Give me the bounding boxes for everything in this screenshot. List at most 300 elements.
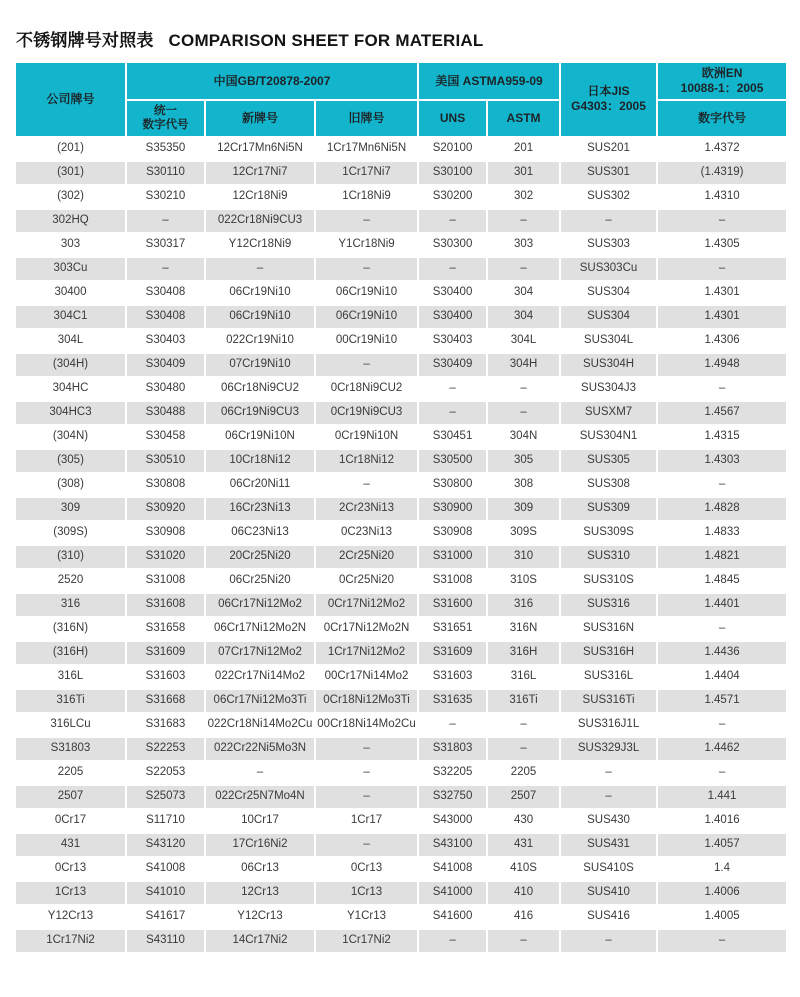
table-cell: SUS416 xyxy=(560,905,657,929)
table-cell: 2205 xyxy=(15,761,126,785)
table-cell: 1.4301 xyxy=(657,281,787,305)
table-cell: SUS304J3 xyxy=(560,377,657,401)
table-cell: Y12Cr13 xyxy=(205,905,315,929)
table-cell: 06Cr19Ni10 xyxy=(205,305,315,329)
table-row xyxy=(15,257,787,281)
table-cell: S30100 xyxy=(418,161,487,185)
table-cell: 308 xyxy=(487,473,560,497)
table-cell: 304N xyxy=(487,425,560,449)
table-row xyxy=(15,281,787,305)
table-cell: 1.4006 xyxy=(657,881,787,905)
table-cell: 302 xyxy=(487,185,560,209)
table-cell: S31608 xyxy=(126,593,205,617)
table-cell: SUS316N xyxy=(560,617,657,641)
table-cell: – xyxy=(657,209,787,233)
table-row xyxy=(15,521,787,545)
table-cell: S43120 xyxy=(126,833,205,857)
table-cell: – xyxy=(315,257,418,281)
table-cell: – xyxy=(487,257,560,281)
table-row xyxy=(15,833,787,857)
table-cell: 1.441 xyxy=(657,785,787,809)
table-cell: 022Cr17Ni14Mo2 xyxy=(205,665,315,689)
table-cell: 304HC xyxy=(15,377,126,401)
table-cell: 1.4436 xyxy=(657,641,787,665)
table-cell: – xyxy=(657,377,787,401)
table-cell: SUS316L xyxy=(560,665,657,689)
table-cell: S31668 xyxy=(126,689,205,713)
table-cell: 304 xyxy=(487,305,560,329)
table-cell: S32205 xyxy=(418,761,487,785)
table-cell: SUS303 xyxy=(560,233,657,257)
table-cell: SUSXM7 xyxy=(560,401,657,425)
table-cell: 1.4310 xyxy=(657,185,787,209)
table-cell: (308) xyxy=(15,473,126,497)
table-cell: S30200 xyxy=(418,185,487,209)
table-cell: – xyxy=(418,929,487,953)
table-cell: 304L xyxy=(487,329,560,353)
table-row xyxy=(15,713,787,737)
table-row xyxy=(15,497,787,521)
header-uns: UNS xyxy=(418,100,487,137)
table-cell: 1.4845 xyxy=(657,569,787,593)
table-cell: 304H xyxy=(487,353,560,377)
table-cell: 06Cr19Ni10 xyxy=(315,281,418,305)
table-cell: 431 xyxy=(487,833,560,857)
table-cell: 06Cr19Ni9CU3 xyxy=(205,401,315,425)
table-cell: S11710 xyxy=(126,809,205,833)
header-china-gb-group: 中国GB/T20878-2007 xyxy=(126,62,418,100)
table-cell: 1.4404 xyxy=(657,665,787,689)
table-cell: 1Cr17Mn6Ni5N xyxy=(315,137,418,161)
table-cell: SUS316 xyxy=(560,593,657,617)
table-cell: 12Cr17Ni7 xyxy=(205,161,315,185)
table-cell: 316 xyxy=(487,593,560,617)
table-cell: S43100 xyxy=(418,833,487,857)
table-cell: – xyxy=(315,209,418,233)
header-japan-jis-line1: 日本JIS xyxy=(587,84,630,99)
table-cell: – xyxy=(487,713,560,737)
table-cell: S30451 xyxy=(418,425,487,449)
table-row xyxy=(15,617,787,641)
table-cell: 17Cr16Ni2 xyxy=(205,833,315,857)
table-cell: 1Cr17Ni7 xyxy=(315,161,418,185)
table-cell: – xyxy=(126,209,205,233)
table-cell: 00Cr18Ni14Mo2Cu xyxy=(315,713,418,737)
table-cell: S35350 xyxy=(126,137,205,161)
table-cell: SUS309S xyxy=(560,521,657,545)
table-cell: SUS305 xyxy=(560,449,657,473)
table-cell: 10Cr18Ni12 xyxy=(205,449,315,473)
header-unified-digit-code-line2: 数字代号 xyxy=(142,119,189,132)
table-cell: S30500 xyxy=(418,449,487,473)
table-cell: 1Cr17Ni12Mo2 xyxy=(315,641,418,665)
table-cell: 022Cr19Ni10 xyxy=(205,329,315,353)
table-row xyxy=(15,545,787,569)
table-cell: S31609 xyxy=(126,641,205,665)
table-row xyxy=(15,449,787,473)
table-cell: (201) xyxy=(15,137,126,161)
table-cell: 316L xyxy=(487,665,560,689)
table-cell: – xyxy=(487,377,560,401)
table-cell: (316H) xyxy=(15,641,126,665)
table-cell: S31683 xyxy=(126,713,205,737)
table-cell: S31635 xyxy=(418,689,487,713)
table-cell: 303 xyxy=(15,233,126,257)
header-astm: ASTM xyxy=(487,100,560,137)
table-cell: S30900 xyxy=(418,497,487,521)
table-row xyxy=(15,881,787,905)
table-cell: 0Cr19Ni9CU3 xyxy=(315,401,418,425)
table-cell: – xyxy=(657,761,787,785)
table-cell: S30458 xyxy=(126,425,205,449)
table-cell: SUS410S xyxy=(560,857,657,881)
table-row xyxy=(15,329,787,353)
table-cell: – xyxy=(487,401,560,425)
table-cell: S30317 xyxy=(126,233,205,257)
table-cell: S30920 xyxy=(126,497,205,521)
table-cell: S30480 xyxy=(126,377,205,401)
table-cell: 1.4306 xyxy=(657,329,787,353)
table-cell: 022Cr18Ni9CU3 xyxy=(205,209,315,233)
table-cell: 1.4005 xyxy=(657,905,787,929)
table-cell: 1.4821 xyxy=(657,545,787,569)
table-cell: SUS410 xyxy=(560,881,657,905)
table-cell: 0Cr25Ni20 xyxy=(315,569,418,593)
table-cell: 06Cr18Ni9CU2 xyxy=(205,377,315,401)
table-cell: 10Cr17 xyxy=(205,809,315,833)
table-cell: 309 xyxy=(15,497,126,521)
table-row xyxy=(15,473,787,497)
table-cell: 0Cr17Ni12Mo2 xyxy=(315,593,418,617)
header-old-grade: 旧牌号 xyxy=(315,100,418,137)
table-cell: – xyxy=(315,353,418,377)
table-cell: 07Cr17Ni12Mo2 xyxy=(205,641,315,665)
header-europe-en-line1: 欧洲EN xyxy=(701,66,743,80)
table-cell: S30908 xyxy=(126,521,205,545)
table-cell: SUS309 xyxy=(560,497,657,521)
table-cell: 1Cr13 xyxy=(15,881,126,905)
table-cell: S43110 xyxy=(126,929,205,953)
table-cell: 1.4057 xyxy=(657,833,787,857)
table-cell: SUS303Cu xyxy=(560,257,657,281)
table-cell: – xyxy=(657,929,787,953)
table-cell: – xyxy=(560,785,657,809)
table-cell: 2507 xyxy=(487,785,560,809)
table-row xyxy=(15,233,787,257)
table-cell: S30400 xyxy=(418,281,487,305)
table-cell: 309 xyxy=(487,497,560,521)
table-row xyxy=(15,929,787,953)
table-cell: 00Cr19Ni10 xyxy=(315,329,418,353)
table-cell: SUS304 xyxy=(560,305,657,329)
table-cell: 1.4462 xyxy=(657,737,787,761)
table-row xyxy=(15,905,787,929)
table-cell: 30400 xyxy=(15,281,126,305)
table-cell: 2Cr23Ni13 xyxy=(315,497,418,521)
table-cell: – xyxy=(560,209,657,233)
table-cell: SUS431 xyxy=(560,833,657,857)
table-cell: 304 xyxy=(487,281,560,305)
table-cell: 06Cr17Ni12Mo2N xyxy=(205,617,315,641)
table-cell: S31803 xyxy=(418,737,487,761)
table-cell: – xyxy=(205,257,315,281)
table-cell: – xyxy=(418,257,487,281)
table-cell: S31600 xyxy=(418,593,487,617)
header-new-grade: 新牌号 xyxy=(205,100,315,137)
table-cell: S41008 xyxy=(418,857,487,881)
table-cell: S30808 xyxy=(126,473,205,497)
table-cell: Y1Cr18Ni9 xyxy=(315,233,418,257)
table-cell: S30409 xyxy=(418,353,487,377)
table-cell: SUS304H xyxy=(560,353,657,377)
table-cell: S30408 xyxy=(126,281,205,305)
table-cell: S30110 xyxy=(126,161,205,185)
table-cell: 316L xyxy=(15,665,126,689)
table-cell: S31658 xyxy=(126,617,205,641)
table-cell: 303 xyxy=(487,233,560,257)
table-cell: 0Cr13 xyxy=(315,857,418,881)
table-cell: 301 xyxy=(487,161,560,185)
table-cell: 310 xyxy=(487,545,560,569)
table-cell: 0C23Ni13 xyxy=(315,521,418,545)
table-cell: SUS316J1L xyxy=(560,713,657,737)
table-cell: S30908 xyxy=(418,521,487,545)
table-cell: (301) xyxy=(15,161,126,185)
table-cell: S31803 xyxy=(15,737,126,761)
table-cell: 1Cr17Ni2 xyxy=(15,929,126,953)
table-row xyxy=(15,857,787,881)
page-title xyxy=(16,26,786,51)
table-cell: – xyxy=(560,761,657,785)
table-cell: 316LCu xyxy=(15,713,126,737)
table-row xyxy=(15,137,787,161)
table-cell: S31603 xyxy=(126,665,205,689)
table-cell: – xyxy=(657,713,787,737)
table-cell: 06Cr17Ni12Mo2 xyxy=(205,593,315,617)
table-cell: SUS201 xyxy=(560,137,657,161)
table-cell: SUS329J3L xyxy=(560,737,657,761)
table-cell: – xyxy=(487,929,560,953)
table-row xyxy=(15,425,787,449)
table-cell: – xyxy=(315,473,418,497)
table-cell: 305 xyxy=(487,449,560,473)
table-cell: S30400 xyxy=(418,305,487,329)
table-cell: S41010 xyxy=(126,881,205,905)
table-row xyxy=(15,785,787,809)
table-cell: 302HQ xyxy=(15,209,126,233)
table-cell: 06Cr19Ni10N xyxy=(205,425,315,449)
table-cell: S31000 xyxy=(418,545,487,569)
table-cell: (304N) xyxy=(15,425,126,449)
table-cell: S30300 xyxy=(418,233,487,257)
table-cell: SUS304N1 xyxy=(560,425,657,449)
table-cell: S30488 xyxy=(126,401,205,425)
header-usa-astm-group: 美国 ASTMA959-09 xyxy=(418,62,560,100)
table-cell: S41000 xyxy=(418,881,487,905)
table-row xyxy=(15,377,787,401)
table-cell: S31603 xyxy=(418,665,487,689)
table-cell: – xyxy=(487,737,560,761)
table-cell: – xyxy=(560,929,657,953)
table-cell: 316 xyxy=(15,593,126,617)
table-cell: – xyxy=(315,737,418,761)
header-unified-digit-code-line1: 统一 xyxy=(154,105,177,117)
table-cell: Y12Cr13 xyxy=(15,905,126,929)
table-cell: 303Cu xyxy=(15,257,126,281)
table-cell: 1.4 xyxy=(657,857,787,881)
table-cell: S41600 xyxy=(418,905,487,929)
table-cell: S32750 xyxy=(418,785,487,809)
table-cell: SUS310S xyxy=(560,569,657,593)
table-cell: (305) xyxy=(15,449,126,473)
table-cell: (304H) xyxy=(15,353,126,377)
table-cell: 201 xyxy=(487,137,560,161)
table-body xyxy=(15,137,787,953)
table-cell: 310S xyxy=(487,569,560,593)
table-cell: 14Cr17Ni2 xyxy=(205,929,315,953)
table-cell: S22053 xyxy=(126,761,205,785)
table-cell: 1.4401 xyxy=(657,593,787,617)
table-cell: 0Cr13 xyxy=(15,857,126,881)
table-cell: S30210 xyxy=(126,185,205,209)
table-cell: 316N xyxy=(487,617,560,641)
header-japan-jis xyxy=(560,62,657,137)
table-cell: 1Cr13 xyxy=(315,881,418,905)
table-cell: 1.4833 xyxy=(657,521,787,545)
table-cell: 16Cr23Ni13 xyxy=(205,497,315,521)
table-cell: SUS316H xyxy=(560,641,657,665)
table-row xyxy=(15,761,787,785)
table-cell: 06Cr19Ni10 xyxy=(315,305,418,329)
table-cell: S30403 xyxy=(126,329,205,353)
table-cell: 06Cr25Ni20 xyxy=(205,569,315,593)
table-cell: 431 xyxy=(15,833,126,857)
table-cell: 304C1 xyxy=(15,305,126,329)
table-cell: SUS304 xyxy=(560,281,657,305)
table-cell: S41617 xyxy=(126,905,205,929)
table-cell: 20Cr25Ni20 xyxy=(205,545,315,569)
table-cell: – xyxy=(315,785,418,809)
table-cell: S20100 xyxy=(418,137,487,161)
table-cell: 316Ti xyxy=(15,689,126,713)
table-cell: 06Cr19Ni10 xyxy=(205,281,315,305)
table-row xyxy=(15,593,787,617)
table-cell: S30403 xyxy=(418,329,487,353)
table-cell: 1Cr17 xyxy=(315,809,418,833)
table-cell: 1.4828 xyxy=(657,497,787,521)
table-cell: – xyxy=(315,761,418,785)
table-cell: SUS316Ti xyxy=(560,689,657,713)
table-cell: – xyxy=(126,257,205,281)
table-cell: 06C23Ni13 xyxy=(205,521,315,545)
table-cell: – xyxy=(657,473,787,497)
table-cell: (316N) xyxy=(15,617,126,641)
table-row xyxy=(15,569,787,593)
table-cell: Y12Cr18Ni9 xyxy=(205,233,315,257)
table-cell: 0Cr17 xyxy=(15,809,126,833)
table-cell: S30408 xyxy=(126,305,205,329)
table-cell: 1.4315 xyxy=(657,425,787,449)
table-cell: SUS301 xyxy=(560,161,657,185)
table-cell: – xyxy=(657,257,787,281)
table-cell: 1.4016 xyxy=(657,809,787,833)
table-cell: (309S) xyxy=(15,521,126,545)
table-cell: 022Cr25N7Mo4N xyxy=(205,785,315,809)
table-cell: S31651 xyxy=(418,617,487,641)
table-cell: – xyxy=(418,713,487,737)
table-cell: 1.4305 xyxy=(657,233,787,257)
table-cell: 304L xyxy=(15,329,126,353)
table-cell: 1Cr18Ni9 xyxy=(315,185,418,209)
table-cell: – xyxy=(418,377,487,401)
table-cell: 416 xyxy=(487,905,560,929)
table-cell: S30409 xyxy=(126,353,205,377)
table-cell: 1.4303 xyxy=(657,449,787,473)
table-row xyxy=(15,689,787,713)
header-en-digit-code: 数字代号 xyxy=(657,100,787,137)
table-cell: S30510 xyxy=(126,449,205,473)
table-cell: 0Cr17Ni12Mo2N xyxy=(315,617,418,641)
table-row xyxy=(15,737,787,761)
table-cell: 022Cr18Ni14Mo2Cu xyxy=(205,713,315,737)
table-cell: 1.4948 xyxy=(657,353,787,377)
table-row xyxy=(15,809,787,833)
header-europe-en xyxy=(657,62,787,100)
table-cell: SUS310 xyxy=(560,545,657,569)
table-cell: 309S xyxy=(487,521,560,545)
table-cell: S31008 xyxy=(126,569,205,593)
table-cell: 2Cr25Ni20 xyxy=(315,545,418,569)
table-cell: – xyxy=(205,761,315,785)
table-cell: 1Cr18Ni12 xyxy=(315,449,418,473)
table-cell: SUS430 xyxy=(560,809,657,833)
table-cell: (1.4319) xyxy=(657,161,787,185)
table-cell: 2205 xyxy=(487,761,560,785)
table-cell: – xyxy=(657,617,787,641)
table-cell: – xyxy=(315,833,418,857)
table-cell: SUS308 xyxy=(560,473,657,497)
table-cell: S41008 xyxy=(126,857,205,881)
table-cell: 316Ti xyxy=(487,689,560,713)
table-cell: SUS302 xyxy=(560,185,657,209)
table-cell: S31020 xyxy=(126,545,205,569)
table-cell: 1.4372 xyxy=(657,137,787,161)
table-cell: 1.4571 xyxy=(657,689,787,713)
table-cell: 430 xyxy=(487,809,560,833)
table-cell: 2520 xyxy=(15,569,126,593)
table-cell: 316H xyxy=(487,641,560,665)
table-row xyxy=(15,665,787,689)
table-cell: 12Cr13 xyxy=(205,881,315,905)
header-company-grade: 公司牌号 xyxy=(15,62,126,137)
table-cell: 0Cr18Ni9CU2 xyxy=(315,377,418,401)
table-cell: 410 xyxy=(487,881,560,905)
table-row xyxy=(15,161,787,185)
table-cell: 022Cr22Ni5Mo3N xyxy=(205,737,315,761)
header-japan-jis-line2: G4303：2005 xyxy=(571,99,646,114)
table-cell: SUS304L xyxy=(560,329,657,353)
table-cell: S30800 xyxy=(418,473,487,497)
table-cell: S43000 xyxy=(418,809,487,833)
table-cell: 12Cr18Ni9 xyxy=(205,185,315,209)
page-title-zh: 不锈钢牌号对照表 xyxy=(16,31,154,50)
table-cell: – xyxy=(418,401,487,425)
table-row xyxy=(15,353,787,377)
header-unified-digit-code xyxy=(126,100,205,137)
table-cell: – xyxy=(487,209,560,233)
table-row xyxy=(15,401,787,425)
table-cell: 410S xyxy=(487,857,560,881)
